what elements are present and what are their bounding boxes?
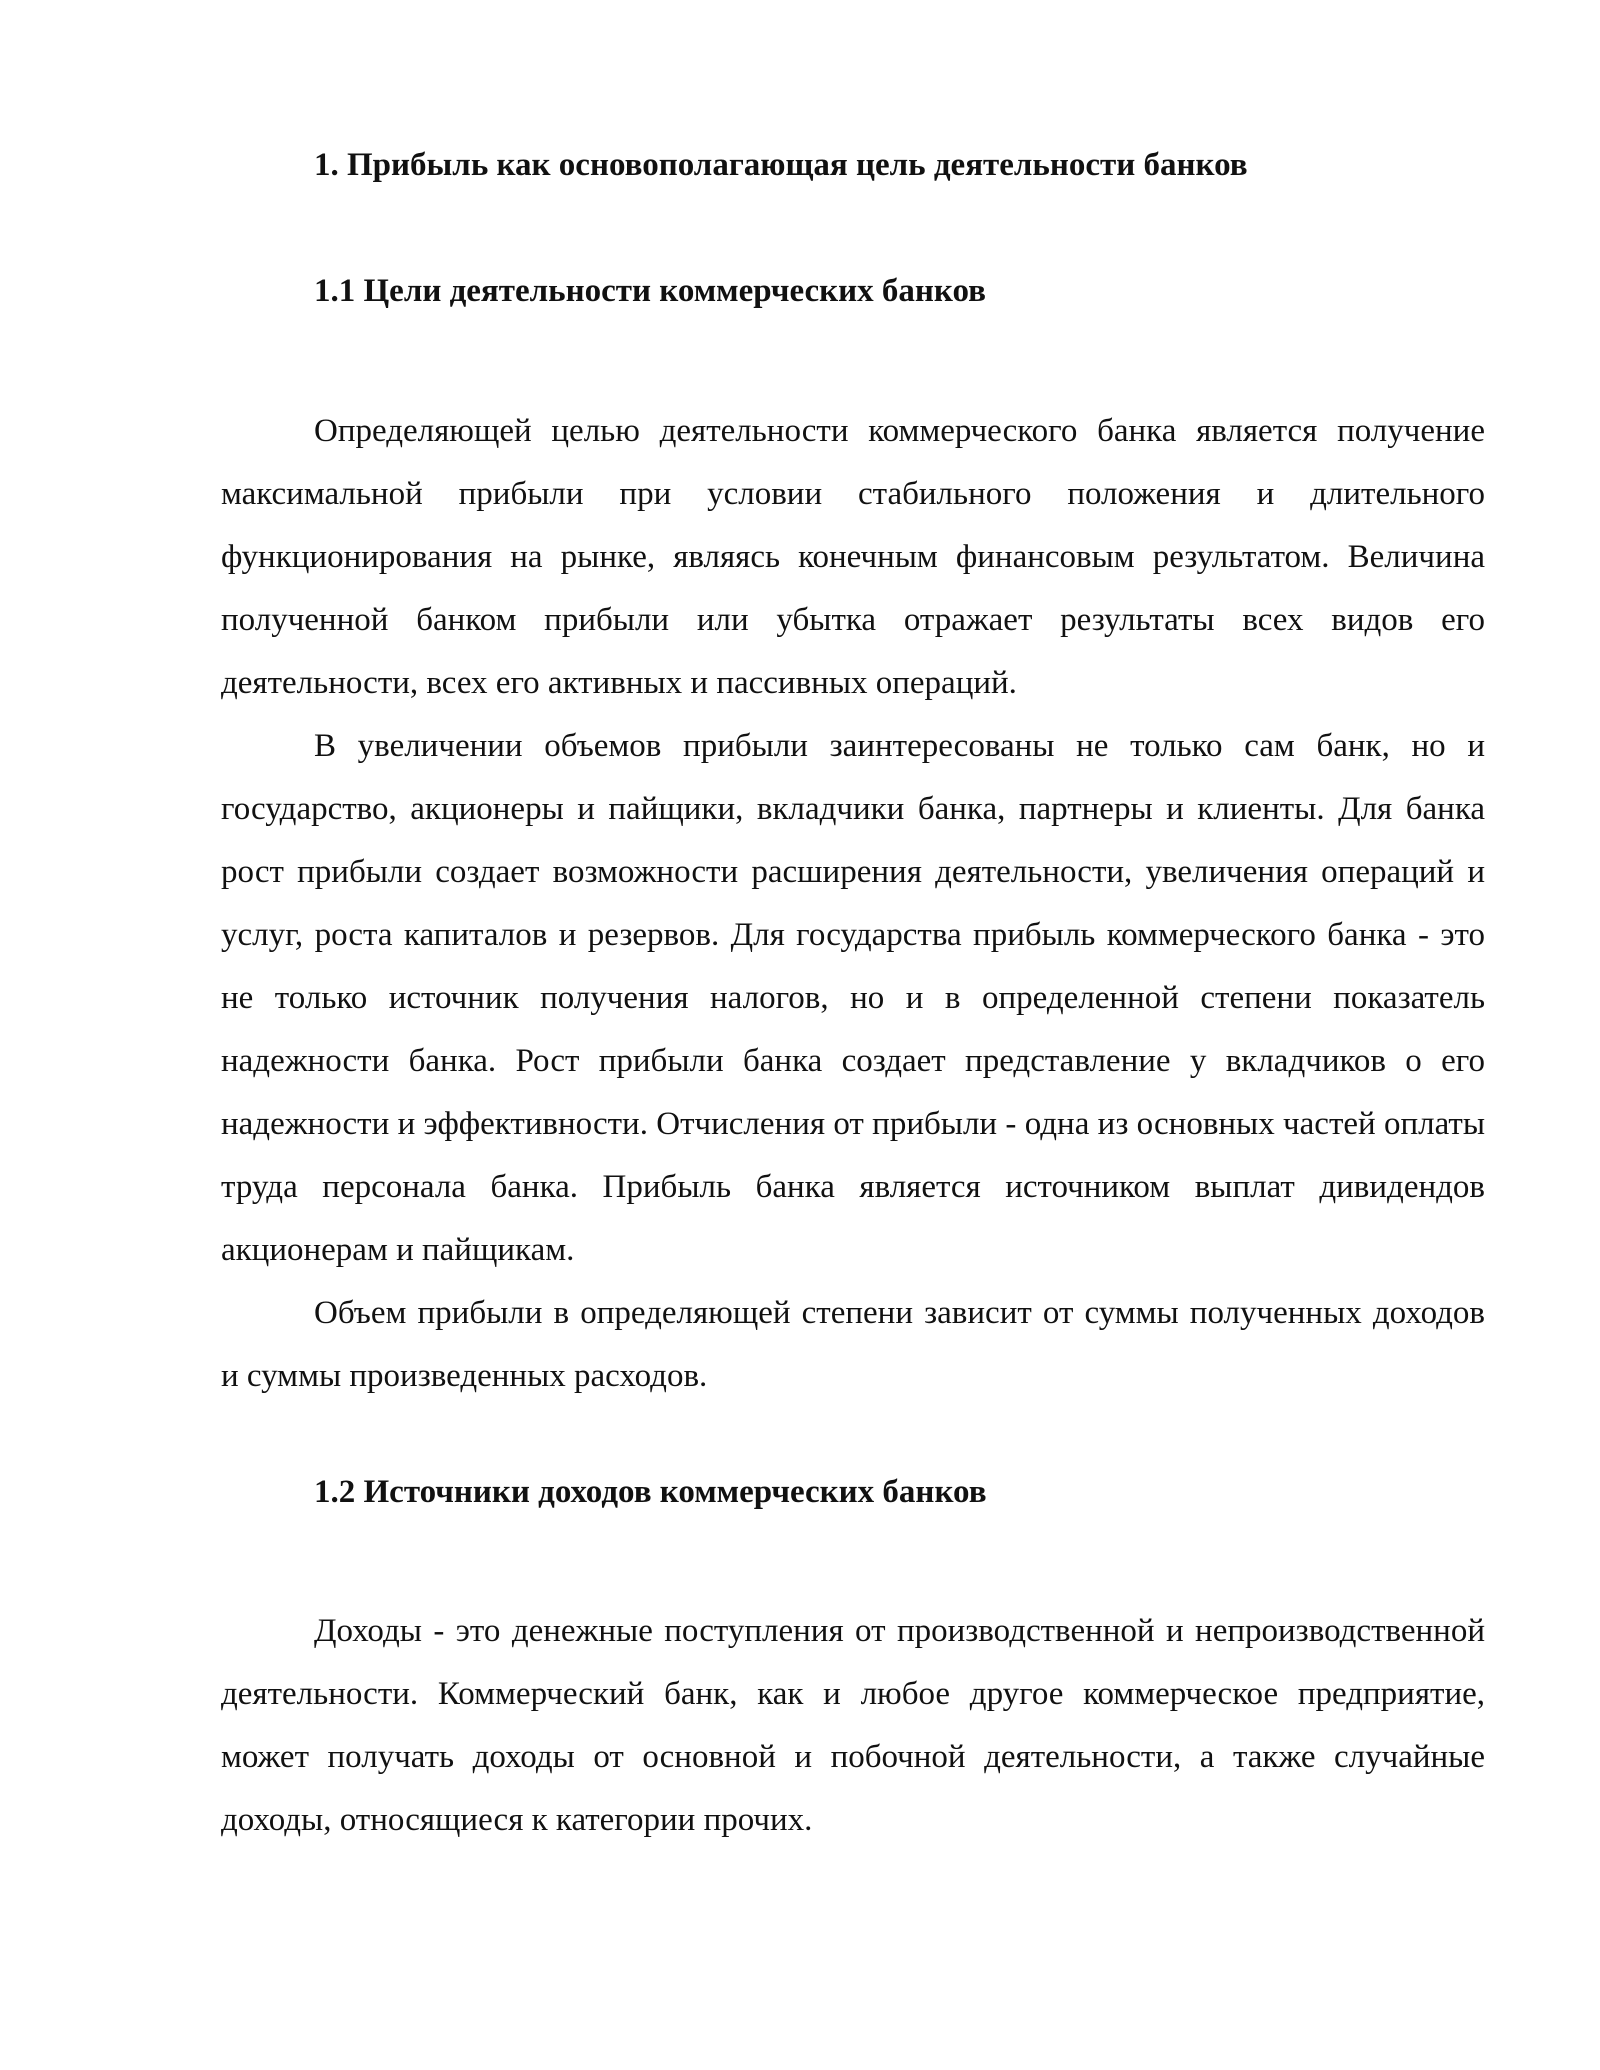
- paragraph-interested-parties: В увеличении объемов прибыли заинтересованы не только сам банк, но и государство, акционеры и пайщики, вкладчики банка, партнеры и клиенты. Для банка рост прибыли создает возможности расширения деятельности, увеличения операций и услуг, роста капиталов и резервов. Для государства прибыль коммерческого банка - это не только источник получения налогов, но и в определенной степени показатель надежности банка. Рост прибыли банка создает представление у вкладчиков о его надежности и эффективности. Отчисления от прибыли - одна из основных частей оплаты труда персонала банка. Прибыль банка является источником выплат дивидендов акционерам и пайщикам.: [221, 728, 1485, 1268]
- section-heading-1-2: 1.2 Источники доходов коммерческих банков: [314, 1474, 987, 1510]
- section-heading-1-1: 1.1 Цели деятельности коммерческих банков: [314, 273, 987, 309]
- document-body: [221, 145, 1485, 1852]
- paragraph-income-definition: Доходы - это денежные поступления от производственной и непроизводственной деятельности. Коммерческий банк, как и любое другое коммерческое предприятие, может получать доходы от основной и побочной деятельности, а также случайные доходы, относящиеся к категории прочих.: [221, 1613, 1485, 1838]
- paragraph-profit-volume: Объем прибыли в определяющей степени зависит от суммы полученных доходов и суммы произведенных расходов.: [221, 1295, 1485, 1394]
- paragraph-goals: Определяющей целью деятельности коммерческого банка является получение максимальной прибыли при условии стабильного положения и длительного функционирования на рынке, являясь конечным финансовым результатом. Величина полученной банком прибыли или убытка отражает результаты всех видов его деятельности, всех его активных и пассивных операций.: [221, 413, 1485, 701]
- chapter-heading: 1. Прибыль как основополагающая цель деятельности банков: [314, 147, 1248, 183]
